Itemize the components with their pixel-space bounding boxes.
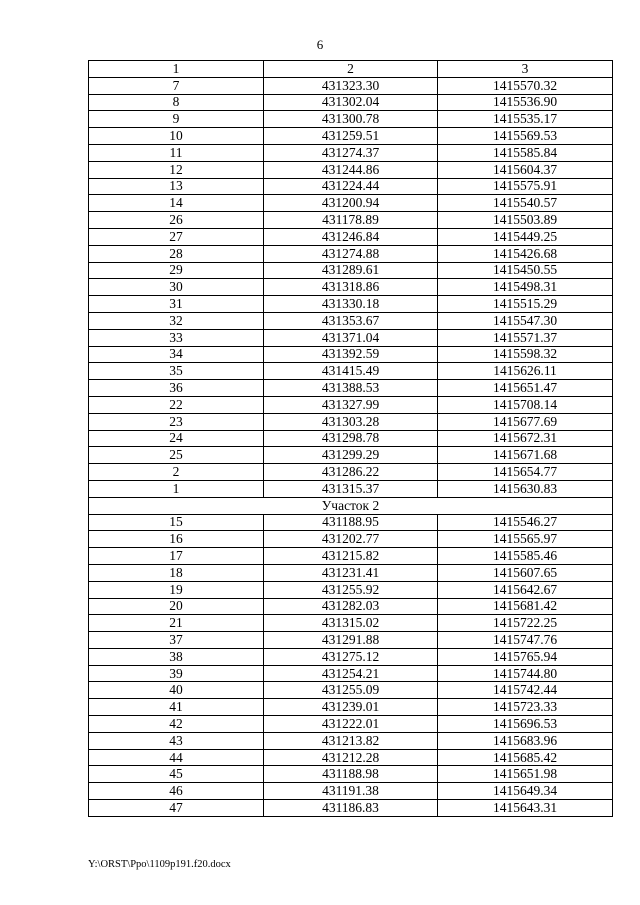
table-row [89,732,613,749]
point-number-cell: 42 [89,716,264,733]
x-coordinate-cell: 431275.12 [264,648,438,665]
x-coordinate-cell: 431300.78 [264,111,438,128]
y-coordinate-cell: 1415546.27 [438,514,613,531]
point-number-cell: 40 [89,682,264,699]
x-coordinate-cell: 431327.99 [264,396,438,413]
y-coordinate-cell: 1415570.32 [438,77,613,94]
y-coordinate-cell: 1415607.65 [438,564,613,581]
point-number-cell: 37 [89,632,264,649]
y-coordinate-cell: 1415651.98 [438,766,613,783]
x-coordinate-cell: 431224.44 [264,178,438,195]
point-number-cell: 19 [89,581,264,598]
y-coordinate-cell: 1415565.97 [438,531,613,548]
x-coordinate-cell: 431222.01 [264,716,438,733]
point-number-cell: 10 [89,128,264,145]
y-coordinate-cell: 1415642.67 [438,581,613,598]
coordinates-table-body [89,61,613,817]
table-row [89,648,613,665]
x-coordinate-cell: 431244.86 [264,161,438,178]
section-title-cell: Участок 2 [89,497,613,514]
point-number-cell: 36 [89,380,264,397]
table-row [89,396,613,413]
y-coordinate-cell: 1415683.96 [438,732,613,749]
x-coordinate-cell: 431186.83 [264,800,438,817]
point-number-cell: 29 [89,262,264,279]
x-coordinate-cell: 431239.01 [264,699,438,716]
table-row [89,783,613,800]
table-row [89,531,613,548]
x-coordinate-cell: 431353.67 [264,312,438,329]
y-coordinate-cell: 1415598.32 [438,346,613,363]
table-row [89,800,613,817]
y-coordinate-cell: 1415681.42 [438,598,613,615]
x-coordinate-cell: 431315.37 [264,480,438,497]
point-number-cell: 15 [89,514,264,531]
y-coordinate-cell: 1415450.55 [438,262,613,279]
x-coordinate-cell: 431282.03 [264,598,438,615]
y-coordinate-cell: 1415503.89 [438,212,613,229]
x-coordinate-cell: 431415.49 [264,363,438,380]
table-row [89,296,613,313]
point-number-cell: 9 [89,111,264,128]
x-coordinate-cell: 431212.28 [264,749,438,766]
table-row [89,598,613,615]
point-number-cell: 13 [89,178,264,195]
point-number-cell: 44 [89,749,264,766]
y-coordinate-cell: 1415585.84 [438,144,613,161]
y-coordinate-cell: 1415742.44 [438,682,613,699]
point-number-cell: 26 [89,212,264,229]
point-number-cell: 18 [89,564,264,581]
x-coordinate-cell: 431255.92 [264,581,438,598]
x-coordinate-cell: 431254.21 [264,665,438,682]
point-number-cell: 27 [89,228,264,245]
y-coordinate-cell: 1415744.80 [438,665,613,682]
y-coordinate-cell: 1415604.37 [438,161,613,178]
point-number-cell: 17 [89,548,264,565]
y-coordinate-cell: 1415536.90 [438,94,613,111]
x-coordinate-cell: 431371.04 [264,329,438,346]
y-coordinate-cell: 1415515.29 [438,296,613,313]
x-coordinate-cell: 431255.09 [264,682,438,699]
table-row [89,716,613,733]
table-row [89,766,613,783]
table-row [89,548,613,565]
point-number-cell: 30 [89,279,264,296]
table-row [89,430,613,447]
y-coordinate-cell: 1415569.53 [438,128,613,145]
table-row [89,279,613,296]
point-number-cell: 28 [89,245,264,262]
table-row [89,682,613,699]
table-row [89,749,613,766]
point-number-cell: 11 [89,144,264,161]
x-coordinate-cell: 431298.78 [264,430,438,447]
x-coordinate-cell: 431188.98 [264,766,438,783]
x-coordinate-cell: 431202.77 [264,531,438,548]
table-row [89,464,613,481]
table-row [89,564,613,581]
y-coordinate-cell: 1415685.42 [438,749,613,766]
table-row [89,128,613,145]
point-number-cell: 21 [89,615,264,632]
page-number: 6 [316,37,324,52]
y-coordinate-cell: 1415696.53 [438,716,613,733]
table-row [89,413,613,430]
y-coordinate-cell: 1415547.30 [438,312,613,329]
point-number-cell: 33 [89,329,264,346]
y-coordinate-cell: 1415626.11 [438,363,613,380]
point-number-cell: 20 [89,598,264,615]
y-coordinate-cell: 1415643.31 [438,800,613,817]
x-coordinate-cell: 431388.53 [264,380,438,397]
point-number-cell: 47 [89,800,264,817]
x-coordinate-cell: 431274.37 [264,144,438,161]
x-coordinate-cell: 431274.88 [264,245,438,262]
y-coordinate-cell: 1415723.33 [438,699,613,716]
x-coordinate-cell: 431188.95 [264,514,438,531]
table-header-row [89,61,613,78]
header-cell-y: 3 [438,61,613,78]
point-number-cell: 43 [89,732,264,749]
y-coordinate-cell: 1415765.94 [438,648,613,665]
y-coordinate-cell: 1415449.25 [438,228,613,245]
coordinates-table [88,60,613,817]
section-title-row [89,497,613,514]
point-number-cell: 41 [89,699,264,716]
y-coordinate-cell: 1415571.37 [438,329,613,346]
table-row [89,77,613,94]
x-coordinate-cell: 431215.82 [264,548,438,565]
x-coordinate-cell: 431200.94 [264,195,438,212]
point-number-cell: 16 [89,531,264,548]
y-coordinate-cell: 1415651.47 [438,380,613,397]
table-row [89,94,613,111]
y-coordinate-cell: 1415426.68 [438,245,613,262]
y-coordinate-cell: 1415677.69 [438,413,613,430]
table-row [89,632,613,649]
x-coordinate-cell: 431191.38 [264,783,438,800]
point-number-cell: 8 [89,94,264,111]
y-coordinate-cell: 1415498.31 [438,279,613,296]
table-row [89,615,613,632]
y-coordinate-cell: 1415540.57 [438,195,613,212]
y-coordinate-cell: 1415671.68 [438,447,613,464]
point-number-cell: 39 [89,665,264,682]
table-row [89,178,613,195]
y-coordinate-cell: 1415630.83 [438,480,613,497]
x-coordinate-cell: 431289.61 [264,262,438,279]
table-row [89,312,613,329]
x-coordinate-cell: 431318.86 [264,279,438,296]
x-coordinate-cell: 431178.89 [264,212,438,229]
table-row [89,245,613,262]
point-number-cell: 12 [89,161,264,178]
header-cell-point: 1 [89,61,264,78]
y-coordinate-cell: 1415708.14 [438,396,613,413]
point-number-cell: 2 [89,464,264,481]
x-coordinate-cell: 431330.18 [264,296,438,313]
table-row [89,195,613,212]
point-number-cell: 24 [89,430,264,447]
header-cell-x: 2 [264,61,438,78]
table-row [89,581,613,598]
point-number-cell: 34 [89,346,264,363]
y-coordinate-cell: 1415747.76 [438,632,613,649]
table-row [89,144,613,161]
x-coordinate-cell: 431392.59 [264,346,438,363]
y-coordinate-cell: 1415575.91 [438,178,613,195]
x-coordinate-cell: 431213.82 [264,732,438,749]
y-coordinate-cell: 1415672.31 [438,430,613,447]
x-coordinate-cell: 431259.51 [264,128,438,145]
point-number-cell: 23 [89,413,264,430]
x-coordinate-cell: 431286.22 [264,464,438,481]
x-coordinate-cell: 431299.29 [264,447,438,464]
footer-file-path: Y:\ORST\Ppo\1109p191.f20.docx [88,859,231,870]
x-coordinate-cell: 431302.04 [264,94,438,111]
x-coordinate-cell: 431231.41 [264,564,438,581]
point-number-cell: 32 [89,312,264,329]
y-coordinate-cell: 1415722.25 [438,615,613,632]
table-row [89,346,613,363]
point-number-cell: 46 [89,783,264,800]
point-number-cell: 1 [89,480,264,497]
x-coordinate-cell: 431315.02 [264,615,438,632]
table-row [89,480,613,497]
table-row [89,699,613,716]
table-row [89,665,613,682]
point-number-cell: 31 [89,296,264,313]
point-number-cell: 45 [89,766,264,783]
y-coordinate-cell: 1415649.34 [438,783,613,800]
x-coordinate-cell: 431291.88 [264,632,438,649]
table-row [89,329,613,346]
point-number-cell: 25 [89,447,264,464]
point-number-cell: 35 [89,363,264,380]
table-row [89,447,613,464]
point-number-cell: 14 [89,195,264,212]
x-coordinate-cell: 431246.84 [264,228,438,245]
table-row [89,228,613,245]
table-row [89,514,613,531]
y-coordinate-cell: 1415535.17 [438,111,613,128]
table-row [89,212,613,229]
point-number-cell: 22 [89,396,264,413]
table-row [89,161,613,178]
y-coordinate-cell: 1415585.46 [438,548,613,565]
table-row [89,363,613,380]
table-row [89,111,613,128]
point-number-cell: 7 [89,77,264,94]
point-number-cell: 38 [89,648,264,665]
table-row [89,380,613,397]
x-coordinate-cell: 431303.28 [264,413,438,430]
y-coordinate-cell: 1415654.77 [438,464,613,481]
x-coordinate-cell: 431323.30 [264,77,438,94]
table-row [89,262,613,279]
